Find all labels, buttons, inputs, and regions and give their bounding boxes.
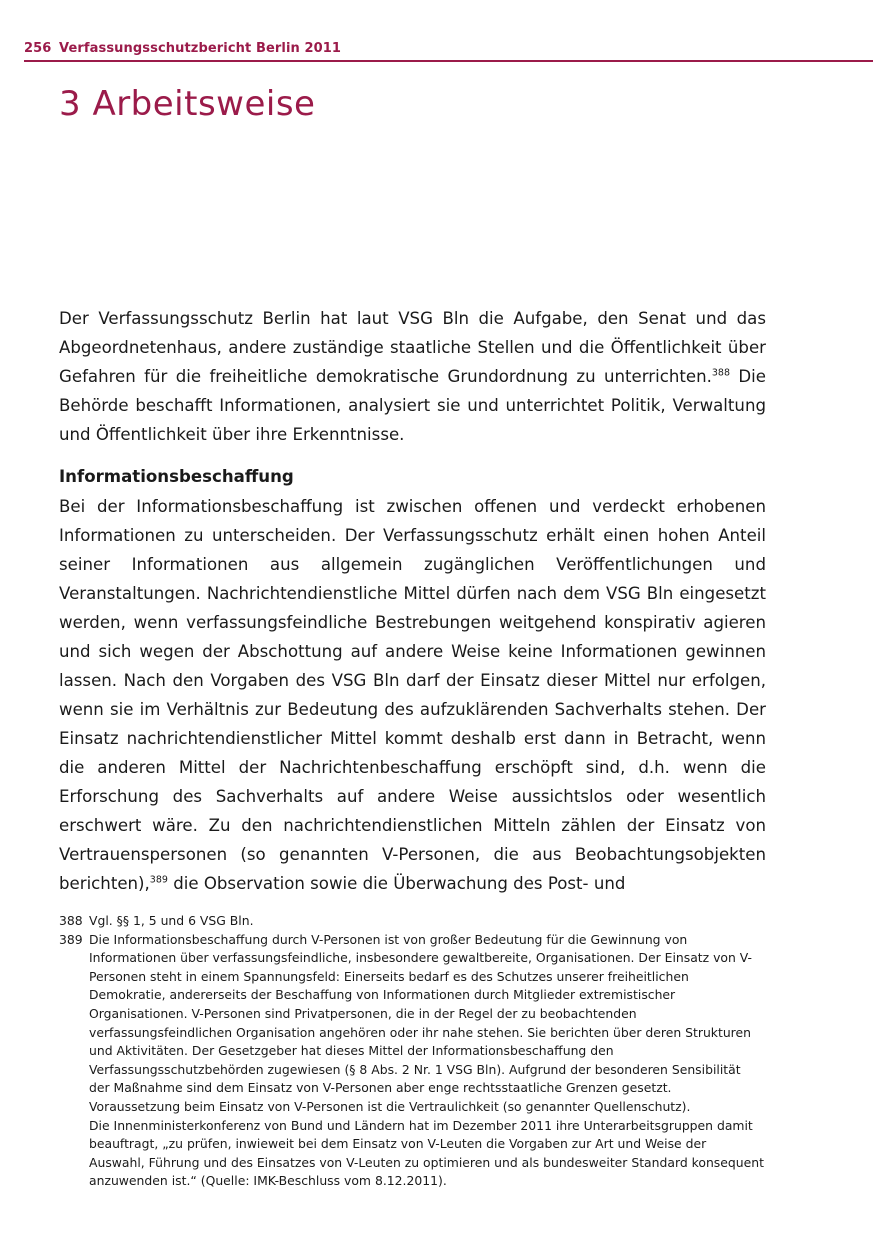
footnote-ref-389[interactable]: 389 [149, 874, 168, 886]
page-number: 256 [24, 41, 52, 56]
footnotes [59, 912, 764, 1191]
intro-text-part1: Der Verfassungsschutz Berlin hat laut VSG Bln die Aufgabe, den Senat und das Abgeordnetenhaus, andere zuständige staatliche Stellen und die Öffentlichkeit über Gefahren für die freiheitliche demokratische Grundordnung zu unterrichten. [59, 309, 766, 386]
footnote-text: Die Informationsbeschaffung durch V-Personen ist von großer Bedeutung für die Gewinnung von Informationen über verfassungsfeindliche, insbesondere gewaltbereite, Organisationen. Der Einsatz von V-Personen steht in einem Spannungsfeld: Einerseits bedarf es des Schutzes unserer freiheitlichen Demokratie, andererseits der Beschaffung von Informationen durch Mitglieder extremistischer Organisationen. V-Personen sind Privatpersonen, die in der Regel der zu beobachtenden verfassungsfeindlichen Organisation angehören oder ihr nahe stehen. Sie berichten über deren Strukturen und Aktivitäten. Der Gesetzgeber hat dieses Mittel der Informationsbeschaffung den Verfassungsschutzbehörden zugewiesen (§ 8 Abs. 2 Nr. 1 VSG Bln). Aufgrund der besonderen Sensibilität der Maßnahme sind dem Einsatz von V-Personen aber enge rechtsstaatliche Grenzen gesetzt. Voraussetzung beim Einsatz von V-Personen ist die Vertraulichkeit (so genannter Quellenschutz). [89, 931, 753, 1114]
section-heading: Informationsbeschaffung [59, 467, 294, 486]
section-text-part2: die Observation sowie die Überwachung des Post- und [167, 874, 626, 893]
section-text-part1: Bei der Informationsbeschaffung ist zwischen offenen und verdeckt erhobenen Informationen zu unterscheiden. Der Verfassungsschutz erhält einen hohen Anteil seiner Informationen aus allgemein zugänglichen Veröffentlichungen und Veranstaltungen. Nachrichtendienstliche Mittel dürfen nach dem VSG Bln eingesetzt werden, wenn verfassungsfeindliche Bestrebungen weitgehend konspirativ agieren und sich wegen der Abschottung auf andere Weise keine Informationen gewinnen lassen. Nach den Vorgaben des VSG Bln darf der Einsatz dieser Mittel nur erfolgen, wenn sie im Verhältnis zur Bedeutung des aufzuklärenden Sachverhalts stehen. Der Einsatz nachrichtendienstlicher Mittel kommt deshalb erst dann in Betracht, wenn die anderen Mittel der Nachrichtenbeschaffung erschöpft sind, d.h. wenn die Erforschung des Sachverhalts auf andere Weise aussichtslos oder wesentlich erschwert wäre. Zu den nachrichtendienstlichen Mitteln zählen der Einsatz von Vertrauenspersonen (so genannten V-Personen, die aus Beobachtungsobjekten berichten), [59, 497, 766, 893]
running-header [24, 40, 873, 62]
footnote-number: 389 [59, 931, 83, 947]
footnote-388 [59, 912, 764, 931]
intro-paragraph [59, 304, 766, 449]
footnote-389 [59, 931, 764, 1191]
footnote-number: 388 [59, 913, 83, 928]
footnote-text: Vgl. §§ 1, 5 und 6 VSG Bln. [89, 913, 254, 928]
running-title: Verfassungsschutzbericht Berlin 2011 [59, 41, 342, 56]
intro-text-part2: Die Behörde beschafft Informationen, analysiert sie und unterrichtet Politik, Verwaltung und Öffentlichkeit über ihre Erkenntnisse. [59, 367, 767, 444]
footnote-text-continued: Die Innenministerkonferenz von Bund und Ländern hat im Dezember 2011 ihre Unterarbeitsgruppen damit beauftragt, „zu prüfen, inwieweit bei dem Einsatz von V-Leuten die Vorgaben zur Art und Weise der Auswahl, Führung und des Einsatzes von V-Leuten zu optimieren und als bundesweiter Standard konsequent anzuwenden ist.“ (Quelle: IMK-Beschluss vom 8.12.2011). [89, 1117, 764, 1189]
footnote-ref-388[interactable]: 388 [711, 367, 731, 379]
section-paragraph [59, 492, 766, 898]
chapter-title: 3 Arbeitsweise [59, 84, 316, 124]
